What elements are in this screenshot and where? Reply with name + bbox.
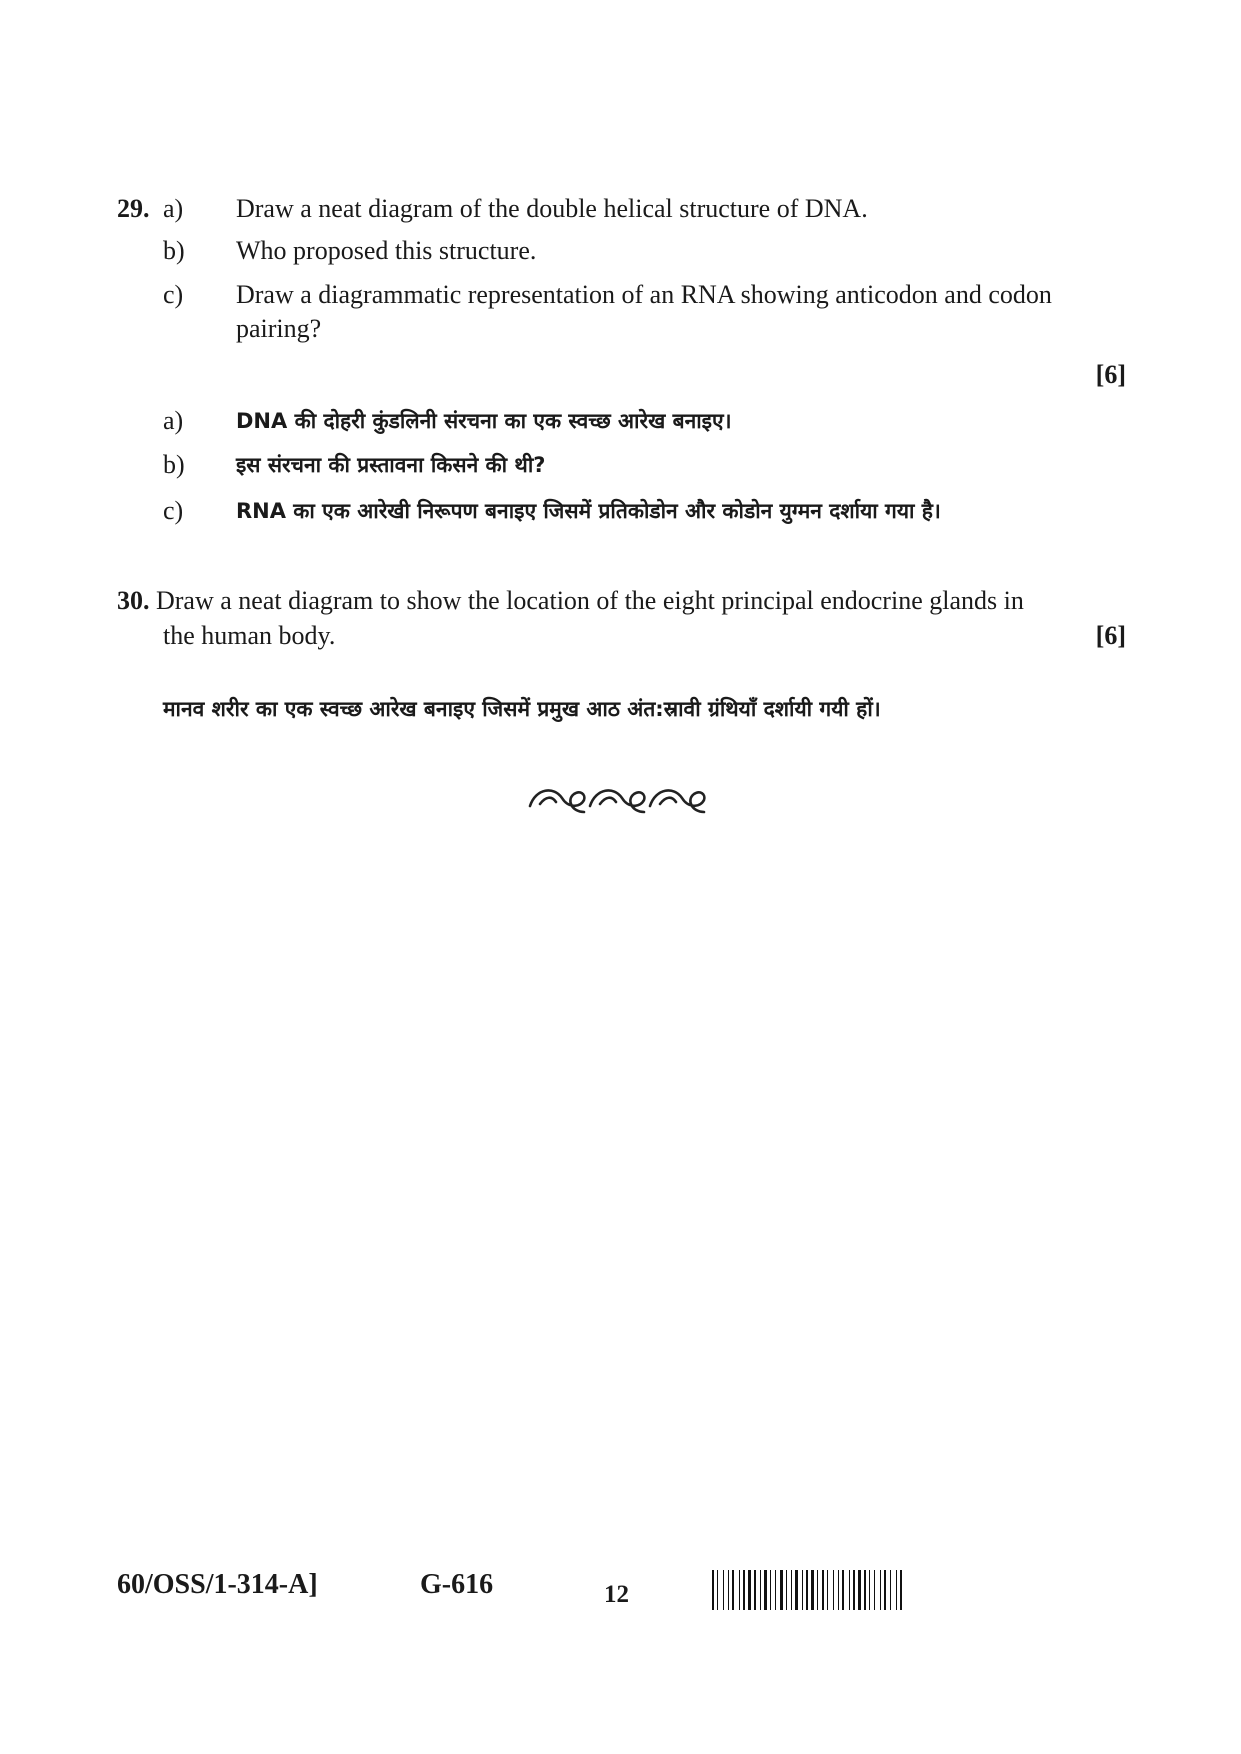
q30-text-line2: the human body. (163, 621, 336, 650)
barcode-bar (806, 1570, 808, 1610)
swirl-icon (530, 790, 584, 812)
barcode-bar (780, 1570, 783, 1610)
barcode-bar (748, 1570, 751, 1610)
barcode-bar (874, 1570, 875, 1610)
barcode-bar (864, 1570, 866, 1610)
q29-hi-a-text: DNA की दोहरी कुंडलिनी संरचना का एक स्वच्छ आरेख बनाइए। (236, 409, 732, 433)
barcode-bar (770, 1570, 771, 1610)
series-code: G-616 (420, 1569, 494, 1600)
q30-hi-text: मानव शरीर का एक स्वच्छ आरेख बनाइए जिसमें प्रमुख आठ अंत:स्रावी ग्रंथियाँ दर्शायी गयी हों। (163, 697, 881, 721)
barcode-bar (900, 1570, 902, 1610)
barcode-bar (712, 1570, 714, 1610)
barcode-bar (849, 1570, 850, 1610)
q30-text-line1: Draw a neat diagram to show the location of the eight principal endocrine glands in (156, 586, 1024, 615)
barcode-bar (890, 1570, 891, 1610)
q29-hi-c-label: c) (163, 496, 184, 525)
q29-a-text: Draw a neat diagram of the double helical structure of DNA. (236, 194, 868, 223)
q29-b-text: Who proposed this structure. (236, 236, 537, 265)
q29-hi-c-text: RNA का एक आरेखी निरूपण बनाइए जिसमें प्रतिकोडोन और कोडोन युग्मन दर्शाया गया है। (236, 499, 941, 523)
barcode-bar (817, 1570, 818, 1610)
barcode-bar (833, 1570, 834, 1610)
barcode-bar (791, 1570, 792, 1610)
swirl-icon (590, 790, 644, 812)
barcode-bar (842, 1570, 844, 1610)
swirl-icon (650, 790, 704, 812)
paper-code: 60/OSS/1-314-A] (117, 1569, 318, 1600)
q30-text (117, 584, 1024, 618)
ornament-divider (526, 778, 712, 822)
q29-hi-b-label: b) (163, 450, 185, 479)
barcode-bar (880, 1570, 881, 1610)
q29-c-text-cont: pairing? (236, 314, 322, 343)
q29-c-text: Draw a diagrammatic representation of an RNA showing anticodon and codon (236, 280, 1052, 309)
barcode-bar (838, 1570, 839, 1610)
barcode-bar (743, 1570, 745, 1610)
barcode-bar (728, 1570, 729, 1610)
barcode-bar (717, 1570, 718, 1610)
barcode-bar (869, 1570, 870, 1610)
barcode-bar (884, 1570, 886, 1610)
barcode-bar (739, 1570, 740, 1610)
barcode-bar (795, 1570, 798, 1610)
barcode-bar (732, 1570, 734, 1610)
q29-hi-b-text: इस संरचना की प्रस्तावना किसने की थी? (236, 453, 546, 477)
barcode-bar (764, 1570, 767, 1610)
barcode-bar (754, 1570, 756, 1610)
barcode-bar (775, 1570, 776, 1610)
barcode-bar (811, 1570, 814, 1610)
page-number: 12 (604, 1581, 629, 1608)
barcode-bar (723, 1570, 724, 1610)
barcode-bar (786, 1570, 787, 1610)
q29-a-label: a) (163, 194, 184, 223)
barcode-bar (802, 1570, 803, 1610)
q29-marks: [6] (1095, 360, 1126, 389)
barcode-bar (822, 1570, 824, 1610)
barcode-bar (853, 1570, 855, 1610)
barcode-bar (858, 1570, 861, 1610)
barcode (712, 1570, 980, 1610)
q29-b-label: b) (163, 236, 185, 265)
q30-number: 30. (117, 586, 150, 615)
q29-number: 29. (117, 194, 150, 223)
barcode-bar (896, 1570, 897, 1610)
barcode-bar (760, 1570, 761, 1610)
barcode-bar (827, 1570, 828, 1610)
q30-marks: [6] (1095, 621, 1126, 650)
q29-c-label: c) (163, 280, 184, 309)
q29-hi-a-label: a) (163, 406, 184, 435)
